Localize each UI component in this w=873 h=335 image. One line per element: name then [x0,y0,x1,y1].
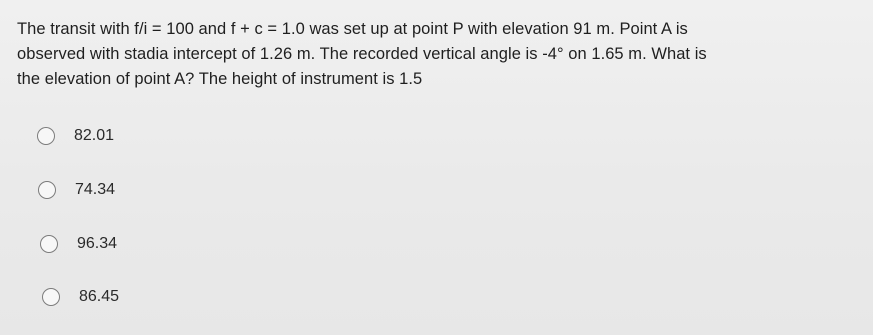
radio-button-icon[interactable] [40,235,58,253]
answer-option-label[interactable]: 86.45 [79,288,120,305]
question-line: the elevation of point A? The height of instrument is 1.5 [17,70,423,88]
question-text [17,17,837,92]
answer-option-4[interactable] [42,282,119,312]
answer-option-3[interactable] [40,229,117,259]
radio-button-icon[interactable] [42,288,60,306]
answer-option-2[interactable] [38,175,115,205]
answer-option-label[interactable]: 74.34 [75,181,116,198]
answer-option-label[interactable]: 82.01 [74,127,115,144]
question-line: observed with stadia intercept of 1.26 m. The recorded vertical angle is -4° on 1.65 m. What is [17,45,707,63]
answer-option-1[interactable] [37,121,114,151]
question-line: The transit with f/i = 100 and f + c = 1.0 was set up at point P with elevation 91 m. Point A is [17,20,688,38]
answer-option-label[interactable]: 96.34 [77,235,118,252]
radio-button-icon[interactable] [38,181,56,199]
radio-button-icon[interactable] [37,127,55,145]
